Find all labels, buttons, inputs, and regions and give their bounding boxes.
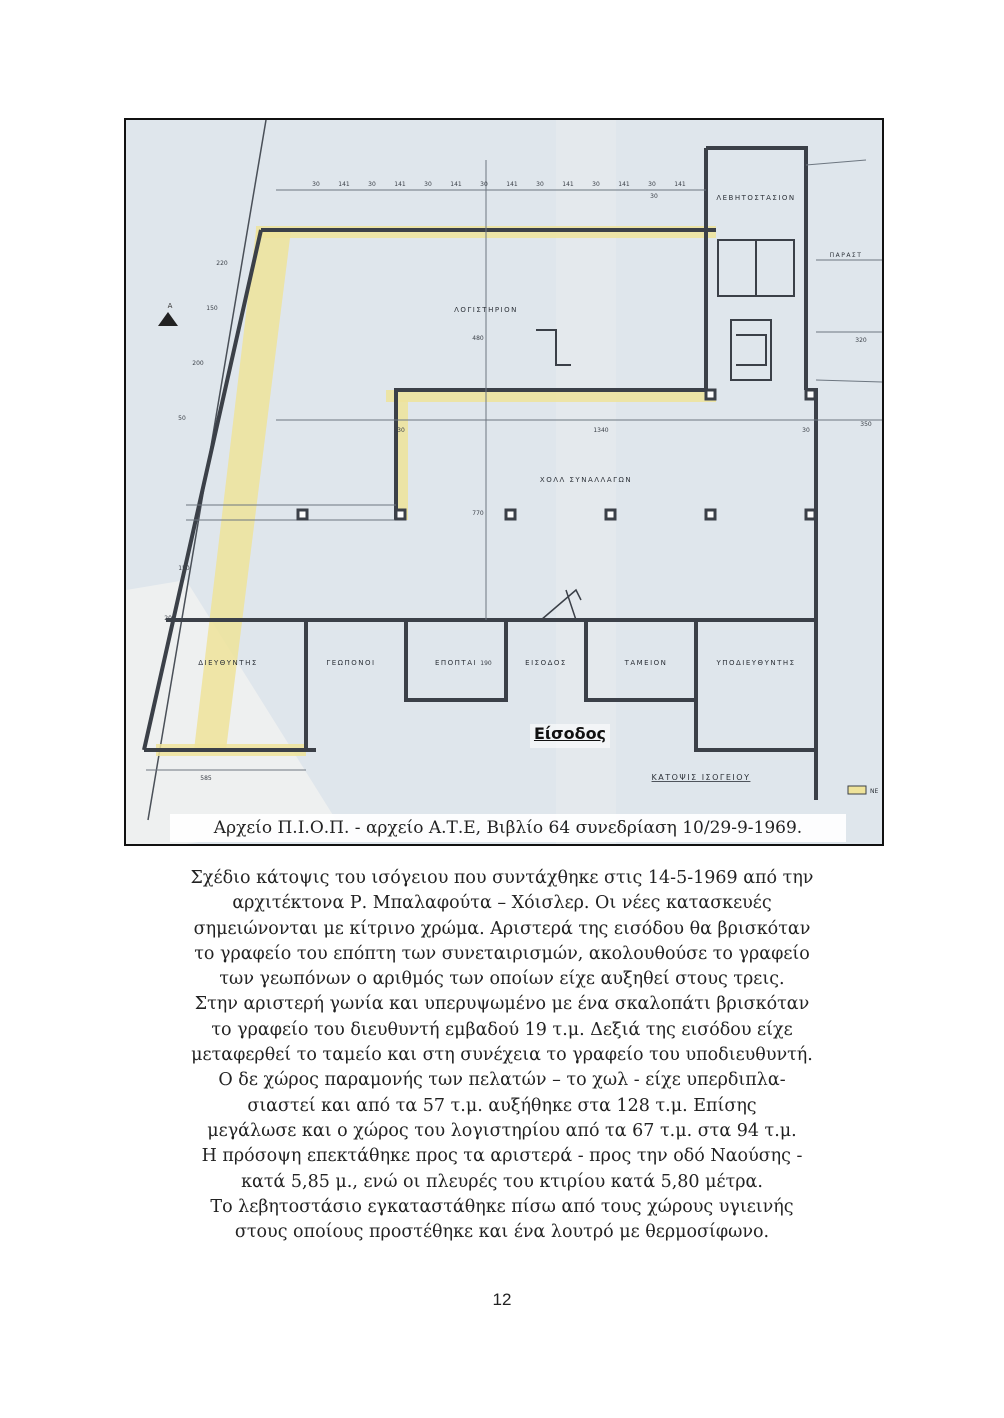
body-line: μεγάλωσε και ο χώρος του λογιστηρίου από τα 67 τ.μ. στα 94 τ.μ.: [207, 1120, 797, 1141]
side-label: ΠΑΡΑΣΤ: [829, 252, 863, 259]
body-line: σιαστεί και από τα 57 τ.μ. αυξήθηκε στα 128 τ.μ. Επίσης: [247, 1095, 757, 1116]
room-supervisors: ΕΠΟΠΤΑΙ: [434, 659, 478, 667]
body-line: Το λεβητοστάσιο εγκαταστάθηκε πίσω από τους χώρους υγιεινής: [210, 1196, 794, 1217]
body-line: το γραφείο του διευθυντή εμβαδού 19 τ.μ. Δεξιά της εισόδου είχε: [211, 1019, 793, 1040]
dim-top-8: 30: [536, 181, 544, 188]
body-line: σημειώνονται με κίτρινο χρώμα. Αριστερά της εισόδου θα βρισκόταν: [193, 918, 811, 939]
body-line: κατά 5,85 μ., ενώ οι πλευρές του κτιρίου κατά 5,80 μέτρα.: [241, 1171, 763, 1192]
dim-mid-1: 770: [472, 510, 484, 517]
figure-caption: Αρχείο Π.Ι.Ο.Π. - αρχείο Α.Τ.Ε, Βιβλίο 64 συνεδρίαση 10/29-9-1969.: [170, 814, 846, 842]
dim-mid-9: 190: [480, 660, 492, 667]
room-boiler: ΛΕΒΗΤΟΣΤΑΣΙΟΝ: [716, 194, 796, 202]
dim-mid-6: 350: [860, 421, 872, 428]
dim-left-4: 200: [164, 615, 176, 622]
body-line: Στην αριστερή γωνία και υπερυψωμένο με ένα σκαλοπάτι βρισκόταν: [194, 994, 810, 1015]
body-line: Ο δε χώρος παραμονής των πελατών – το χωλ - είχε υπερδιπλα-: [218, 1070, 786, 1091]
body-line: μεταφερθεί το ταμείο και στη συνέχεια το γραφείο του υποδιευθυντή.: [191, 1045, 813, 1066]
dim-top-9: 141: [562, 181, 574, 188]
dim-mid-3: 30: [397, 427, 405, 434]
dim-left-5: 50: [178, 415, 186, 422]
dim-mid-8: 585: [200, 775, 212, 782]
dim-left-2: 200: [192, 360, 204, 367]
dim-top-5: 141: [450, 181, 462, 188]
room-hall: ΧΟΛΛ ΣΥΝΑΛΛΑΓΩΝ: [539, 476, 633, 484]
page-number: 12: [492, 1290, 512, 1309]
dim-left-1: 150: [206, 305, 218, 312]
body-line: Σχέδιο κάτοψις του ισόγειου που συντάχθηκε στις 14-5-1969 από την: [190, 868, 814, 888]
dim-top-10: 30: [592, 181, 600, 188]
dim-top-13: 141: [674, 181, 686, 188]
body-line: των γεωπόνων ο αριθμός των οποίων είχε αυξηθεί στους τρεις.: [219, 969, 785, 990]
entrance-label: Είσοδος: [530, 724, 610, 748]
dim-top-7: 141: [506, 181, 518, 188]
dim-top-12: 30: [648, 181, 656, 188]
body-line: στους οποίους προστέθηκε και ένα λουτρό με θερμοσίφωνο.: [234, 1222, 770, 1243]
dim-top-4: 30: [424, 181, 432, 188]
dim-mid-7: 320: [855, 337, 867, 344]
body-line: αρχιτέκτονα Ρ. Μπαλαφούτα – Χόισλερ. Οι νέες κατασκευές: [232, 893, 772, 914]
dim-top-3: 141: [394, 181, 406, 188]
dim-top-1: 141: [338, 181, 350, 188]
floor-plan-figure: [124, 118, 884, 846]
body-text: [110, 866, 894, 1245]
dim-left-0: 220: [216, 260, 228, 267]
room-deputy-director: ΥΠΟΔΙΕΥΘΥΝΤΗΣ: [716, 659, 796, 667]
dim-mid-5: 30: [650, 193, 658, 200]
room-entrance: ΕΙΣΟΔΟΣ: [525, 659, 567, 667]
dim-mid-4: 30: [802, 427, 810, 434]
legend-swatch: [848, 786, 866, 794]
dim-mid-2: 1340: [593, 427, 609, 434]
dim-top-6: 30: [480, 181, 488, 188]
dim-top-0: 30: [312, 181, 320, 188]
dim-top-11: 141: [618, 181, 630, 188]
room-director: ΔΙΕΥΘΥΝΤΗΣ: [198, 659, 258, 667]
body-line: Η πρόσοψη επεκτάθηκε προς τα αριστερά - προς την οδό Ναούσης -: [201, 1146, 803, 1167]
room-cashier: ΤΑΜΕΙΟΝ: [624, 659, 668, 667]
floor-plan-drawing: [126, 120, 882, 844]
room-accounting: ΛΟΓΙΣΤΗΡΙΟΝ: [454, 306, 518, 314]
dim-mid-0: 480: [472, 335, 484, 342]
room-agronomists: ΓΕΩΠΟΝΟΙ: [326, 659, 376, 667]
north-label: A: [167, 302, 173, 310]
legend-text: ΝΕ: [870, 788, 879, 795]
body-line: το γραφείο του επόπτη των συνεταιρισμών, ακολουθούσε το γραφείο: [194, 943, 810, 964]
plan-title: ΚΑΤΟΨΙΣ ΙΣΟΓΕΙΟΥ: [651, 773, 751, 782]
dim-top-2: 30: [368, 181, 376, 188]
dim-left-3: 150: [178, 565, 190, 572]
